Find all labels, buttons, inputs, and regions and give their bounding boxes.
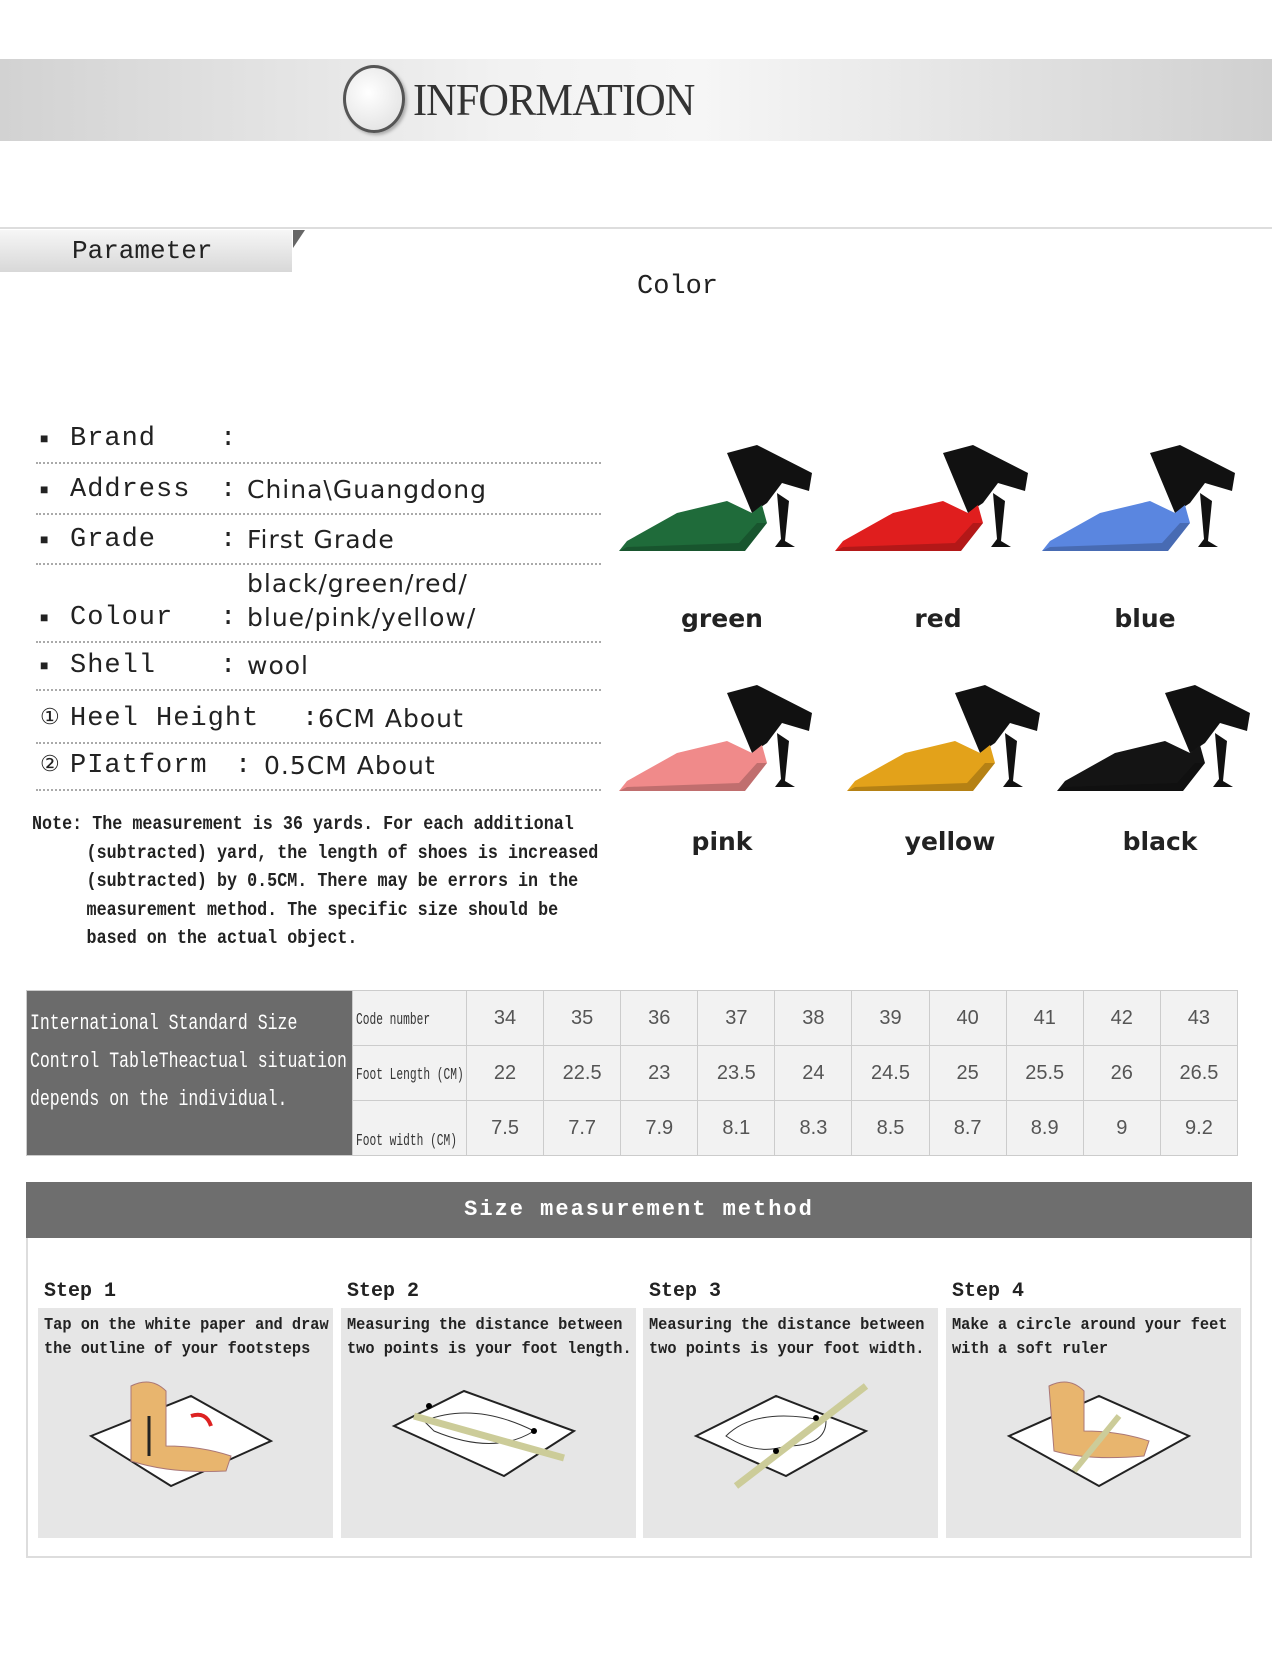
size-cell: 38 bbox=[775, 991, 852, 1046]
note-line: (subtracted) yard, the length of shoes is increased bbox=[86, 841, 599, 864]
parameter-label: Grade bbox=[70, 525, 157, 555]
shoe-black-image bbox=[1055, 683, 1255, 795]
size-cell: 22.5 bbox=[544, 1046, 621, 1101]
bullet-icon: ■ bbox=[40, 611, 49, 627]
colon: : bbox=[220, 475, 237, 505]
parameter-value: China\Guangdong bbox=[247, 475, 487, 504]
parameter-tab: Parameter bbox=[0, 230, 292, 272]
parameter-value-line1: black/green/red/ bbox=[247, 569, 468, 598]
foot-measure-illustration bbox=[71, 1376, 301, 1496]
size-cell: 24.5 bbox=[852, 1046, 929, 1101]
size-cell: 40 bbox=[929, 991, 1006, 1046]
step-body bbox=[38, 1308, 333, 1538]
step-text: Make a circle around your feet with a soft ruler bbox=[952, 1316, 1228, 1359]
color-label-red: red bbox=[914, 604, 962, 633]
step-body bbox=[341, 1308, 636, 1538]
parameter-value: wool bbox=[247, 651, 309, 680]
step-label: Step 3 bbox=[649, 1280, 722, 1303]
bullet-icon: ■ bbox=[40, 432, 49, 448]
size-cell: 35 bbox=[544, 991, 621, 1046]
color-label-blue: blue bbox=[1114, 604, 1176, 633]
row-header: Foot Length (CM) bbox=[356, 1065, 464, 1085]
size-cell: 23.5 bbox=[698, 1046, 775, 1101]
size-cell: 9.2 bbox=[1160, 1101, 1237, 1156]
size-cell: 42 bbox=[1083, 991, 1160, 1046]
tab-corner-icon bbox=[293, 230, 305, 248]
divider bbox=[0, 227, 1272, 229]
size-cell: 8.5 bbox=[852, 1101, 929, 1156]
shoe-red-image bbox=[833, 443, 1033, 555]
step-body bbox=[643, 1308, 938, 1538]
bullet-icon: ② bbox=[40, 753, 60, 778]
step-3 bbox=[643, 1280, 938, 1538]
size-cell: 8.3 bbox=[775, 1101, 852, 1156]
shoe-blue-image bbox=[1040, 443, 1240, 555]
information-banner bbox=[0, 59, 1272, 141]
note-line: Note: The measurement is 36 yards. For each additional bbox=[32, 813, 574, 835]
size-cell: 23 bbox=[621, 1046, 698, 1101]
parameter-row bbox=[36, 471, 601, 515]
parameter-value: 6CM About bbox=[318, 704, 464, 733]
size-cell: 41 bbox=[1006, 991, 1083, 1046]
size-cell: 34 bbox=[467, 991, 544, 1046]
row-header-cell bbox=[353, 1046, 467, 1101]
parameter-row bbox=[36, 521, 601, 565]
size-cell: 25 bbox=[929, 1046, 1006, 1101]
size-table-description-cell bbox=[27, 991, 353, 1156]
size-cell: 24 bbox=[775, 1046, 852, 1101]
colon: : bbox=[220, 424, 237, 454]
size-cell: 7.5 bbox=[467, 1101, 544, 1156]
size-cell: 26 bbox=[1083, 1046, 1160, 1101]
size-cell: 37 bbox=[698, 991, 775, 1046]
step-text: Tap on the white paper and draw the outline of your footsteps bbox=[44, 1316, 329, 1359]
parameter-value: 0.5CM About bbox=[264, 751, 436, 780]
bullet-icon: ■ bbox=[40, 483, 49, 499]
bullet-icon: ■ bbox=[40, 659, 49, 675]
foot-measure-illustration bbox=[374, 1376, 604, 1496]
color-label-green: green bbox=[681, 604, 763, 633]
color-label-pink: pink bbox=[691, 827, 753, 856]
foot-measure-illustration bbox=[676, 1376, 906, 1496]
circle-icon bbox=[343, 65, 405, 133]
parameter-row bbox=[36, 700, 601, 744]
colon: : bbox=[235, 751, 252, 781]
colon: : bbox=[220, 651, 237, 681]
size-table bbox=[26, 990, 1238, 1156]
size-cell: 36 bbox=[621, 991, 698, 1046]
step-label: Step 1 bbox=[44, 1280, 117, 1303]
step-text: Measuring the distance between two points is your foot width. bbox=[649, 1316, 925, 1359]
step-text: Measuring the distance between two points is your foot length. bbox=[347, 1316, 632, 1359]
size-cell: 9 bbox=[1083, 1101, 1160, 1156]
size-cell: 7.9 bbox=[621, 1101, 698, 1156]
size-cell: 25.5 bbox=[1006, 1046, 1083, 1101]
parameter-row bbox=[36, 747, 601, 791]
parameter-row bbox=[36, 420, 601, 464]
parameter-label: PIatform bbox=[70, 751, 208, 781]
parameter-value: blue/pink/yellow/ bbox=[247, 603, 477, 632]
step-4 bbox=[946, 1280, 1241, 1538]
note-line: based on the actual object. bbox=[86, 927, 358, 949]
color-label-black: black bbox=[1122, 827, 1198, 856]
foot-measure-illustration bbox=[979, 1376, 1209, 1496]
size-cell: 26.5 bbox=[1160, 1046, 1237, 1101]
row-header: Code number bbox=[356, 1010, 431, 1030]
bullet-icon: ① bbox=[40, 706, 60, 731]
parameter-label: Colour bbox=[70, 603, 174, 633]
note-line: measurement method. The specific size should be bbox=[86, 898, 559, 921]
parameter-value: First Grade bbox=[247, 525, 395, 554]
step-2 bbox=[341, 1280, 636, 1538]
bullet-icon: ■ bbox=[40, 533, 49, 549]
size-cell: 8.7 bbox=[929, 1101, 1006, 1156]
parameter-label: Heel Height bbox=[70, 704, 260, 734]
size-cell: 8.1 bbox=[698, 1101, 775, 1156]
color-title: Color bbox=[637, 272, 719, 302]
parameter-row bbox=[36, 647, 601, 691]
parameter-label: Address bbox=[70, 475, 191, 505]
size-cell: 43 bbox=[1160, 991, 1237, 1046]
size-cell: 8.9 bbox=[1006, 1101, 1083, 1156]
note-line: (subtracted) by 0.5CM. There may be errors in the bbox=[86, 870, 579, 892]
size-cell: 39 bbox=[852, 991, 929, 1046]
parameter-label: Shell bbox=[70, 651, 157, 681]
parameter-label: Brand bbox=[70, 424, 157, 454]
row-header-cell bbox=[353, 1101, 467, 1156]
banner-title: INFORMATION bbox=[413, 74, 695, 125]
parameter-row bbox=[36, 569, 601, 643]
shoe-yellow-image bbox=[845, 683, 1045, 795]
size-note bbox=[32, 810, 613, 953]
colon: : bbox=[302, 704, 319, 734]
colon: : bbox=[220, 603, 237, 633]
step-1 bbox=[38, 1280, 333, 1538]
size-cell: 7.7 bbox=[544, 1101, 621, 1156]
step-label: Step 4 bbox=[952, 1280, 1025, 1303]
size-table-description: International Standard Size Control TableTheactual situation depends on the individual. bbox=[30, 1011, 347, 1112]
row-header-cell bbox=[353, 991, 467, 1046]
step-body bbox=[946, 1308, 1241, 1538]
measurement-method-title: Size measurement method bbox=[26, 1182, 1252, 1238]
shoe-pink-image bbox=[617, 683, 817, 795]
color-label-yellow: yellow bbox=[904, 827, 996, 856]
size-cell: 22 bbox=[467, 1046, 544, 1101]
colon: : bbox=[220, 525, 237, 555]
shoe-green-image bbox=[617, 443, 817, 555]
step-label: Step 2 bbox=[347, 1280, 420, 1303]
row-header: Foot width (CM) bbox=[356, 1132, 458, 1151]
